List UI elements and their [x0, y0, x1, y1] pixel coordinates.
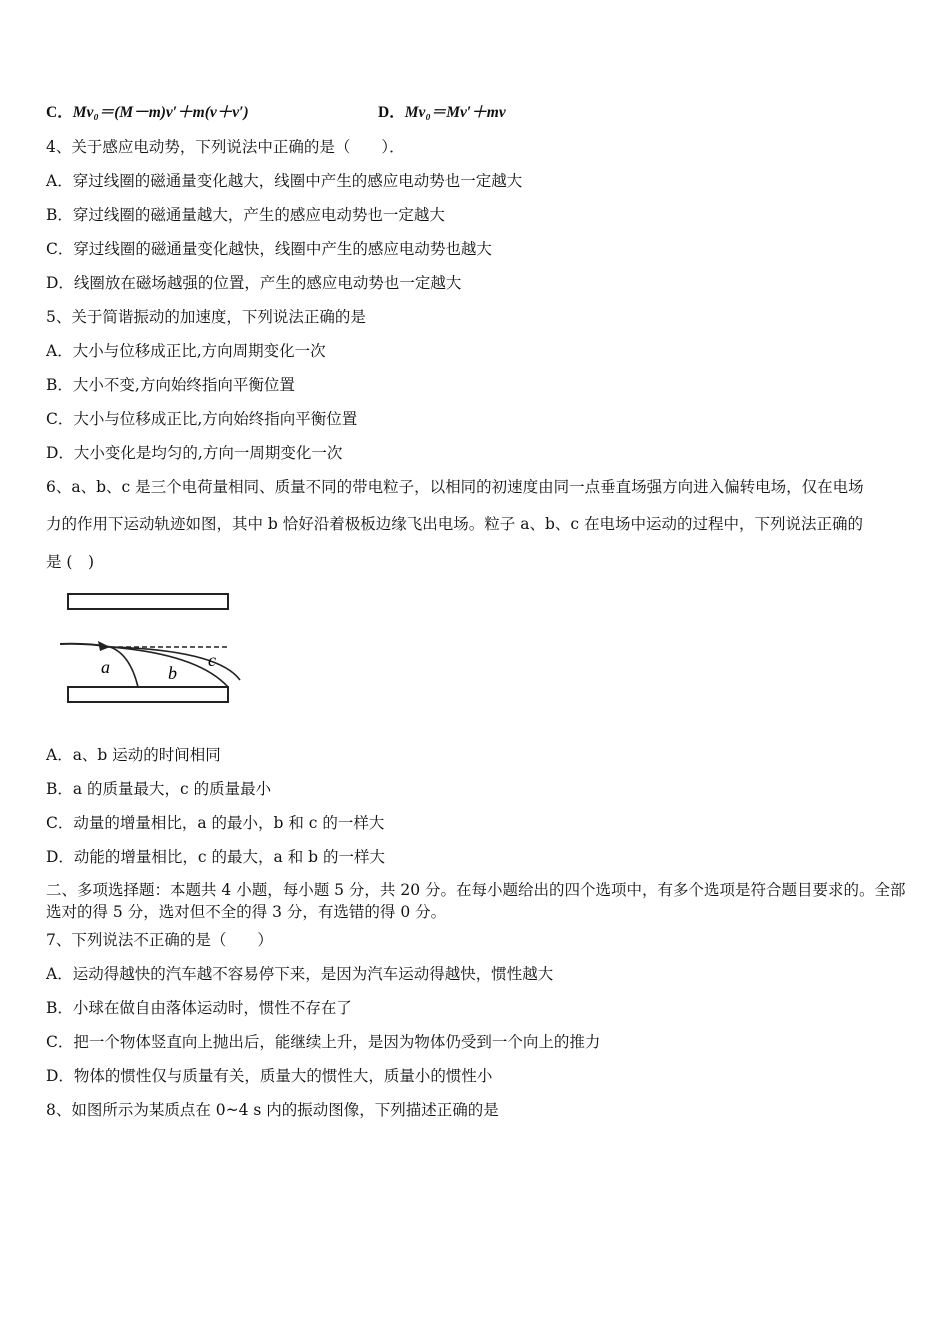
q6-option-b: B．a 的质量最大，c 的质量最小: [46, 780, 272, 798]
section2-heading: 二、多项选择题：本题共 4 小题，每小题 5 分，共 20 分。在每小题给出的四个选项中，有多个选项是符合题目要求的。全部选对的得 5 分，选对但不全的得 3 分，有选错的得 0 分。: [46, 881, 906, 921]
q6-option-a: A．a、b 运动的时间相同: [46, 746, 221, 764]
q3-option-c: C．Mv₀＝(M－m)v′＋m(v＋v′): [46, 104, 249, 121]
q5-option-b: B．大小不变,方向始终指向平衡位置: [46, 376, 295, 394]
q7-stem: 7、下列说法不正确的是（ ）: [46, 931, 273, 949]
label-b: b: [168, 663, 177, 683]
upper-plate: [68, 594, 228, 609]
q7-option-a: A．运动得越快的汽车越不容易停下来，是因为汽车运动得越快，惯性越大: [46, 965, 554, 983]
q7-option-b: B．小球在做自由落体运动时，惯性不存在了: [46, 999, 352, 1017]
q4-option-d: D．线圈放在磁场越强的位置，产生的感应电动势也一定越大: [46, 274, 462, 292]
q5-option-a: A．大小与位移成正比,方向周期变化一次: [46, 342, 326, 360]
q7-option-d: D．物体的惯性仅与质量有关，质量大的惯性大，质量小的惯性小: [46, 1067, 493, 1085]
label-c: c: [208, 650, 216, 670]
trajectory-a: [110, 647, 138, 687]
q4-option-a: A．穿过线圈的磁通量变化越大，线圈中产生的感应电动势也一定越大: [46, 172, 523, 190]
q3-option-d: D．Mv₀＝Mv′＋mv: [378, 104, 506, 121]
deflection-field-figure: [58, 588, 248, 718]
q4-option-c: C．穿过线圈的磁通量变化越快，线圈中产生的感应电动势也越大: [46, 240, 492, 258]
q6-stem-line2: 力的作用下运动轨迹如图，其中 b 恰好沿着极板边缘飞出电场。粒子 a、b、c 在电场中运动的过程中，下列说法正确的: [46, 515, 863, 533]
q6-option-c: C．动量的增量相比，a 的最小，b 和 c 的一样大: [46, 814, 385, 832]
q5-option-d: D．大小变化是均匀的,方向一周期变化一次: [46, 444, 343, 462]
q6-option-d: D．动能的增量相比，c 的最大，a 和 b 的一样大: [46, 848, 385, 866]
q8-stem: 8、如图所示为某质点在 0~4 s 内的振动图像，下列描述正确的是: [46, 1101, 499, 1119]
q4-stem: 4、关于感应电动势，下列说法中正确的是（ ）．: [46, 138, 405, 156]
lower-plate: [68, 687, 228, 702]
q5-stem: 5、关于简谐振动的加速度，下列说法正确的是: [46, 308, 366, 326]
q7-option-c: C．把一个物体竖直向上抛出后，能继续上升，是因为物体仍受到一个向上的推力: [46, 1033, 601, 1051]
q5-option-c: C．大小与位移成正比,方向始终指向平衡位置: [46, 410, 358, 428]
q6-stem-line3: 是 ( ): [46, 553, 95, 571]
q6-stem-line1: 6、a、b、c 是三个电荷量相同、质量不同的带电粒子，以相同的初速度由同一点垂直场强方向进入偏转电场，仅在电场: [46, 478, 864, 496]
label-a: a: [101, 657, 110, 677]
q4-option-b: B．穿过线圈的磁通量越大，产生的感应电动势也一定越大: [46, 206, 445, 224]
